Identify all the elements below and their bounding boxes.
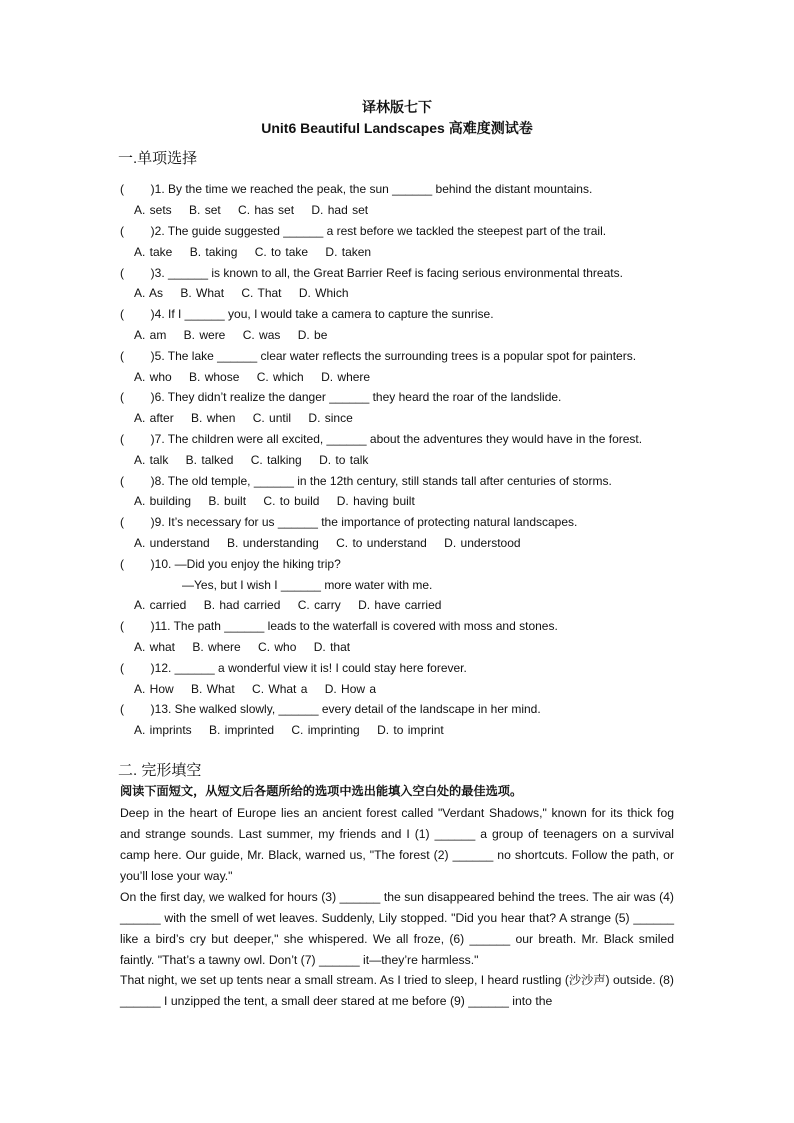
question-7-stem: ( )7. The children were all excited, ______ about the adventures they would have in the forest. [120,432,643,446]
question-12-stem: ( )12. ______ a wonderful view it is! I could stay here forever. [120,661,467,675]
section-1-heading: 一.单项选择 [118,150,198,167]
section-2-heading: 二. 完形填空 [118,762,202,779]
question-7-options: A. talk B. talked C. talking D. to talk [134,453,369,467]
cloze-paragraph-3: That night, we set up tents near a small stream. As I tried to sleep, I heard rustling (沙沙声) outside. (8) ______ I unzipped the tent, a small deer stared at me before (9) ______ into the [120,973,674,1008]
question-10-stem: ( )10. —Did you enjoy the hiking trip? [120,557,341,571]
question-9-stem: ( )9. It’s necessary for us ______ the importance of protecting natural landscapes. [120,515,578,529]
question-3-stem: ( )3. ______ is known to all, the Great Barrier Reef is facing serious environmental threats. [120,266,623,280]
question-8-options: A. building B. built C. to build D. having built [134,494,415,508]
question-4-options: A. am B. were C. was D. be [134,328,328,342]
cloze-paragraph-2: On the first day, we walked for hours (3) ______ the sun disappeared behind the trees. The air was (4) ______ with the smell of wet leaves. Suddenly, Lily stopped. "Did you hear that? A strange (5) ______ like a bird’s cry but deeper," she whispered. We all froze, (6) ______ our breath. Mr. Black smiled faintly. "That’s a tawny owl. Don’t (7) ______ it—they’re harmless." [120,890,674,967]
question-10-options: A. carried B. had carried C. carry D. have carried [134,598,442,612]
question-11-options: A. what B. where C. who D. that [134,640,351,654]
question-13-options: A. imprints B. imprinted C. imprinting D. to imprint [134,723,444,737]
cloze-paragraph-1: Deep in the heart of Europe lies an ancient forest called "Verdant Shadows," known for its thick fog and strange sounds. Last summer, my friends and I (1) ______ a group of teenagers on a survival camp here. Our guide, Mr. Black, warned us, "The forest (2) ______ no shortcuts. Follow the path, or you’ll lose your way." [120,806,674,883]
question-5-stem: ( )5. The lake ______ clear water reflects the surrounding trees is a popular spot for painters. [120,349,637,363]
question-11-stem: ( )11. The path ______ leads to the waterfall is covered with moss and stones. [120,619,558,633]
question-13-stem: ( )13. She walked slowly, ______ every detail of the landscape in her mind. [120,702,541,716]
question-10-reply: —Yes, but I wish I ______ more water with me. [182,578,433,592]
question-12-options: A. How B. What C. What a D. How a [134,682,377,696]
title-line-1: 译林版七下 [362,99,432,115]
question-8-stem: ( )8. The old temple, ______ in the 12th century, still stands tall after centuries of storms. [120,474,612,488]
question-9-options: A. understand B. understanding C. to understand D. understood [134,536,521,550]
question-2-stem: ( )2. The guide suggested ______ a rest before we tackled the steepest part of the trail. [120,224,607,238]
question-5-options: A. who B. whose C. which D. where [134,370,371,384]
question-2-options: A. take B. taking C. to take D. taken [134,245,372,259]
question-3-options: A. As B. What C. That D. Which [134,286,349,300]
title-line-2: Unit6 Beautiful Landscapes 高难度测试卷 [261,120,533,136]
section-2-instruction: 阅读下面短文，从短文后各题所给的选项中选出能填入空白处的最佳选项。 [120,784,523,798]
question-6-options: A. after B. when C. until D. since [134,411,353,425]
question-4-stem: ( )4. If I ______ you, I would take a camera to capture the sunrise. [120,307,494,321]
question-1-stem: ( )1. By the time we reached the peak, the sun ______ behind the distant mountains. [120,182,593,196]
question-1-options: A. sets B. set C. has set D. had set [134,203,369,217]
question-6-stem: ( )6. They didn’t realize the danger ______ they heard the roar of the landslide. [120,390,562,404]
